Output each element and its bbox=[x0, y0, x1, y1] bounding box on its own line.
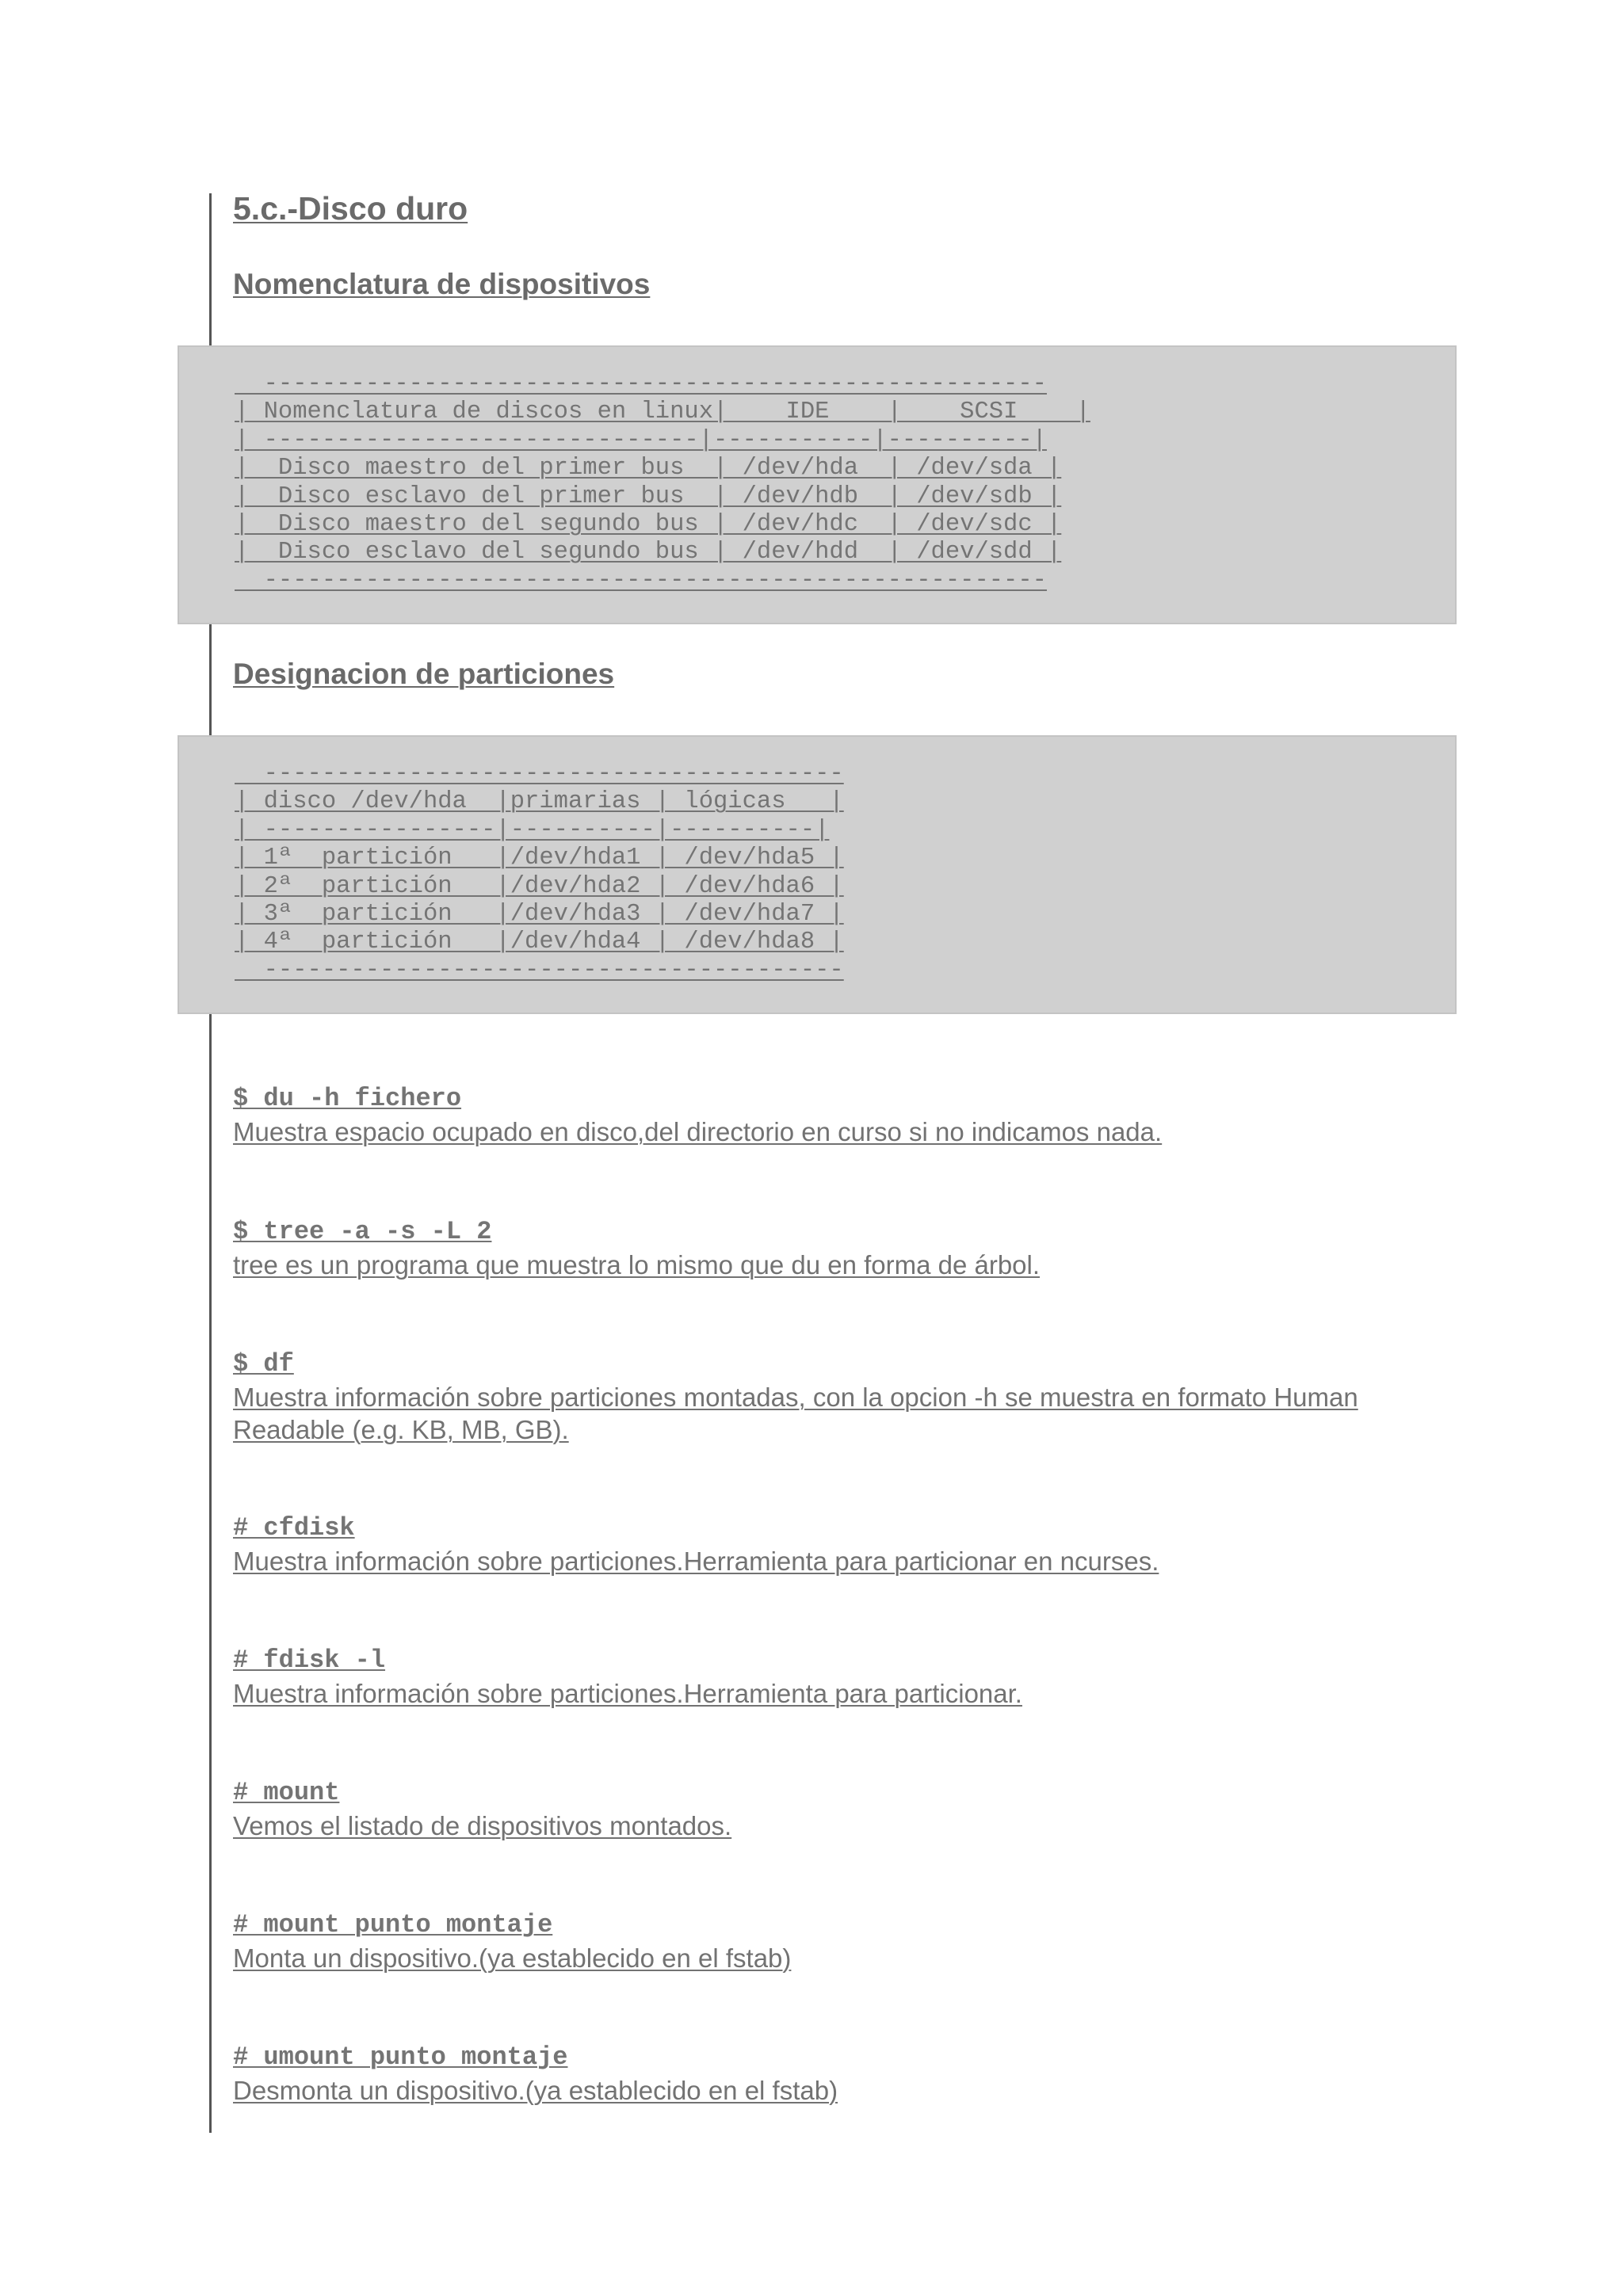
command-df: $ df bbox=[233, 1349, 294, 1379]
command-du: $ du -h fichero bbox=[233, 1084, 462, 1113]
code-block-particiones bbox=[178, 735, 1457, 1014]
description-cfdisk: Muestra información sobre particiones.Herramienta para particionar en ncurses. bbox=[233, 1547, 1159, 1576]
section-heading-particiones: Designacion de particiones bbox=[233, 658, 615, 690]
description-umount: Desmonta un dispositivo.(ya establecido en el fstab) bbox=[233, 2076, 838, 2105]
command-umount: # umount punto montaje bbox=[233, 2042, 568, 2072]
description-df: Muestra información sobre particiones montadas, con la opcion -h se muestra en formato Human Readable (e.g. KB, MB, GB). bbox=[233, 1383, 1358, 1444]
command-tree: $ tree -a -s -L 2 bbox=[233, 1217, 492, 1246]
command-mount-punto: # mount punto montaje bbox=[233, 1910, 553, 1939]
description-mount-punto: Monta un dispositivo.(ya establecido en el fstab) bbox=[233, 1943, 792, 1973]
section-heading-nomenclatura: Nomenclatura de dispositivos bbox=[233, 268, 651, 300]
description-fdisk: Muestra información sobre particiones.Herramienta para particionar. bbox=[233, 1679, 1022, 1708]
description-mount: Vemos el listado de dispositivos montados. bbox=[233, 1811, 732, 1840]
command-mount: # mount bbox=[233, 1778, 340, 1807]
description-du: Muestra espacio ocupado en disco,del directorio en curso si no indicamos nada. bbox=[233, 1117, 1163, 1146]
command-fdisk: # fdisk -l bbox=[233, 1646, 386, 1675]
code-block-nomenclatura bbox=[178, 345, 1457, 624]
command-cfdisk: # cfdisk bbox=[233, 1513, 355, 1543]
description-tree: tree es un programa que muestra lo mismo que du en forma de árbol. bbox=[233, 1250, 1041, 1280]
partitions-table: ---------------------------------------- | disco /dev/hda |primarias | lógicas | | ----------------|----------|----------| | 1ª partición |/dev/hda1 | /dev/hda5 | | 2ª partición |/dev/hda2 | /dev/hda6 | | 3ª partición |/dev/hda3 | /dev/hda7 | | 4ª partición |/dev/hda4 | /dev/hda8 | ---------------------------------------- bbox=[235, 761, 844, 984]
nomenclature-table: ------------------------------------------------------ | Nomenclatura de discos en linux| IDE | SCSI | | ------------------------------|-----------|----------| | Disco maestro del primer bus | /dev/hda | /dev/sda | | Disco esclavo del primer bus | /dev/hdb | /dev/sdb | | Disco maestro del segundo bus | /dev/hdc | /dev/sdc | | Disco esclavo del segundo bus | /dev/hdd | /dev/sdd | ------------------------------------------------------ bbox=[235, 371, 1090, 594]
page-title: 5.c.-Disco duro bbox=[233, 190, 468, 227]
